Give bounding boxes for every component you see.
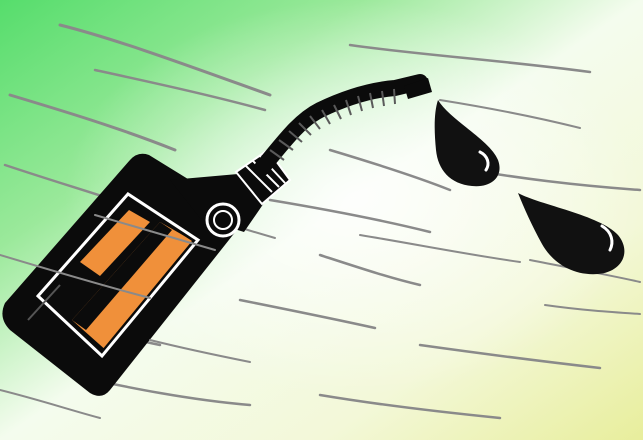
can-cap [207, 204, 239, 236]
